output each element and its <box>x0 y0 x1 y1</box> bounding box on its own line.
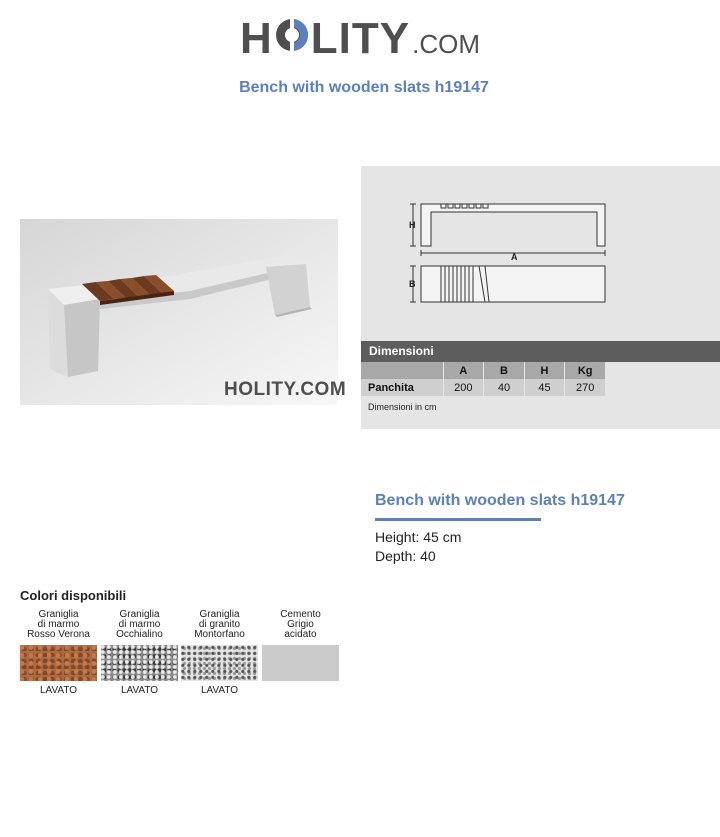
color-label <box>20 610 97 642</box>
montorfano-swatch <box>181 645 258 681</box>
color-label-line: Occhialino <box>116 629 163 640</box>
occhialino-swatch <box>101 645 178 681</box>
color-label-line: Rosso Verona <box>27 629 90 640</box>
color-option-occhialino[interactable] <box>101 610 178 697</box>
dimensions-table <box>361 362 606 396</box>
spec-depth: Depth: 40 <box>375 548 436 564</box>
color-option-cemento[interactable] <box>262 610 339 697</box>
dimensions-col-kg: Kg <box>565 362 606 379</box>
color-label-line: Cemento <box>280 609 321 620</box>
drawing-label-h: H <box>409 220 416 230</box>
technical-sheet <box>361 166 720 429</box>
product-title: Bench with wooden slats h19147 <box>375 492 625 509</box>
color-label-line: di marmo <box>118 619 161 630</box>
cemento-swatch <box>262 645 339 681</box>
dimensions-col-b: B <box>484 362 525 379</box>
dimension-drawing <box>361 166 720 341</box>
dimensions-note: Dimensioni in cm <box>368 402 437 412</box>
color-finish <box>262 685 339 697</box>
dimensions-col-blank <box>361 362 443 379</box>
color-label-line: Grigio <box>287 619 314 630</box>
table-cell-kg: 270 <box>565 379 606 396</box>
color-label <box>101 610 178 642</box>
color-label <box>262 610 339 642</box>
drawing-label-a: A <box>511 252 518 262</box>
photo-watermark-text: HOLITY.COM <box>224 379 347 400</box>
color-label-line: di granito <box>198 619 241 630</box>
dimensions-col-a: A <box>443 362 484 379</box>
color-label-line: Montorfano <box>194 629 245 640</box>
dimensions-header-row <box>361 362 606 379</box>
color-label-line: Graniglia <box>199 609 240 620</box>
title-underline <box>375 518 541 521</box>
color-label-line: acidato <box>284 629 317 640</box>
logo-letter-h: H <box>240 14 273 63</box>
spec-height: Height: 45 cm <box>375 529 462 545</box>
photo-watermark-logo <box>224 378 346 401</box>
table-cell-a: 200 <box>443 379 484 396</box>
color-label-line: Graniglia <box>119 609 160 620</box>
color-label-line: di marmo <box>37 619 80 630</box>
table-cell-h: 45 <box>524 379 565 396</box>
table-row <box>361 379 606 396</box>
table-cell-b: 40 <box>484 379 525 396</box>
color-option-montorfano[interactable] <box>181 610 258 697</box>
page-title: Bench with wooden slats h19147 <box>239 79 489 96</box>
color-finish: LAVATO <box>120 685 159 696</box>
logo-tld: .COM <box>412 29 480 59</box>
dimensions-col-h: H <box>524 362 565 379</box>
color-option-rosso-verona[interactable] <box>20 610 97 697</box>
site-logo[interactable] <box>240 14 480 66</box>
drawing-label-b: B <box>409 279 416 289</box>
color-label-line: Graniglia <box>38 609 79 620</box>
rosso-verona-swatch <box>20 645 97 681</box>
colors-title: Colori disponibili <box>20 588 127 603</box>
table-cell-model: Panchita <box>361 379 443 396</box>
logo-letters-lity: LITY <box>310 14 411 63</box>
color-label <box>181 610 258 642</box>
logo-o-icon <box>274 17 310 53</box>
color-finish: LAVATO <box>39 685 78 696</box>
dimensions-header: Dimensioni <box>361 341 720 362</box>
color-finish: LAVATO <box>200 685 239 696</box>
